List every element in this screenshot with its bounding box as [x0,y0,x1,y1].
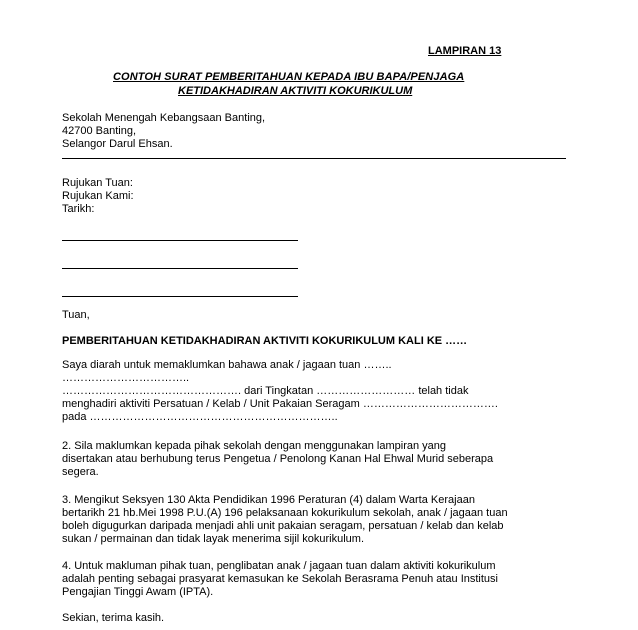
letter-subject: PEMBERITAHUAN KETIDAKHADIRAN AKTIVITI KOKURIKULUM KALI KE …… [62,335,468,347]
date-label: Tarikh: [62,203,95,215]
paragraph-3-line-1: 3. Mengikut Seksyen 130 Akta Pendidikan 1996 Peraturan (4) dalam Warta Kerajaan [62,494,475,506]
paragraph-3-line-2: bertarikh 21 hb.Mei 1998 P.U.(A) 196 pelaksanaan kokurikulum sekolah, anak / jagaan tuan [62,507,508,519]
recipient-address-blank-3 [62,296,298,297]
intro-line-2: …………………………….. [62,372,190,384]
sender-address-line-2: 42700 Banting, [62,125,137,137]
salutation: Tuan, [62,309,90,321]
paragraph-4-line-2: adalah penting sebagai prasyarat kemasukan ke Sekolah Berasrama Penuh atau Institusi [62,573,498,585]
letter-title-line-1: CONTOH SURAT PEMBERITAHUAN KEPADA IBU BAPA/PENJAGA [113,71,465,83]
closing-remark: Sekian, terima kasih. [62,612,165,624]
paragraph-2-line-1: 2. Sila maklumkan kepada pihak sekolah dengan menggunakan lampiran yang [62,440,447,452]
sender-address-line-3: Selangor Darul Ehsan. [62,138,173,150]
intro-line-3: …………………………………………. dari Tingkatan ……………………… telah tidak [62,385,469,397]
paragraph-2-line-3: segera. [62,466,99,478]
sender-address-line-1: Sekolah Menengah Kebangsaan Banting, [62,112,266,124]
paragraph-2-line-2: disertakan atau berhubung terus Pengetua / Penolong Kanan Hal Ehwal Murid seberapa [62,453,494,465]
paragraph-4-line-1: 4. Untuk makluman pihak tuan, penglibatan anak / jagaan tuan dalam aktiviti kokurikulum [62,560,496,572]
intro-line-1: Saya diarah untuk memaklumkan bahawa anak / jagaan tuan …….. [62,359,392,371]
recipient-address-blank-1 [62,240,298,241]
intro-line-5: pada ………………………………………………………….. [62,411,338,423]
paragraph-3-line-4: sukan / permainan dan tidak layak menerima sijil kokurikulum. [62,533,365,545]
letter-title-line-2: KETIDAKHADIRAN AKTIVITI KOKURIKULUM [178,85,413,97]
paragraph-4-line-3: Pengajian Tinggi Awam (IPTA). [62,586,214,598]
recipient-address-blank-2 [62,268,298,269]
letterhead-divider [62,158,566,159]
reference-ours-label: Rujukan Kami: [62,190,134,202]
reference-yours-label: Rujukan Tuan: [62,177,133,189]
paragraph-3-line-3: boleh digugurkan daripada menjadi ahli unit pakaian seragam, persatuan / kelab dan kelab [62,520,504,532]
attachment-label: LAMPIRAN 13 [428,45,502,57]
intro-line-4: menghadiri aktiviti Persatuan / Kelab / Unit Pakaian Seragam ………………………………. [62,398,498,410]
